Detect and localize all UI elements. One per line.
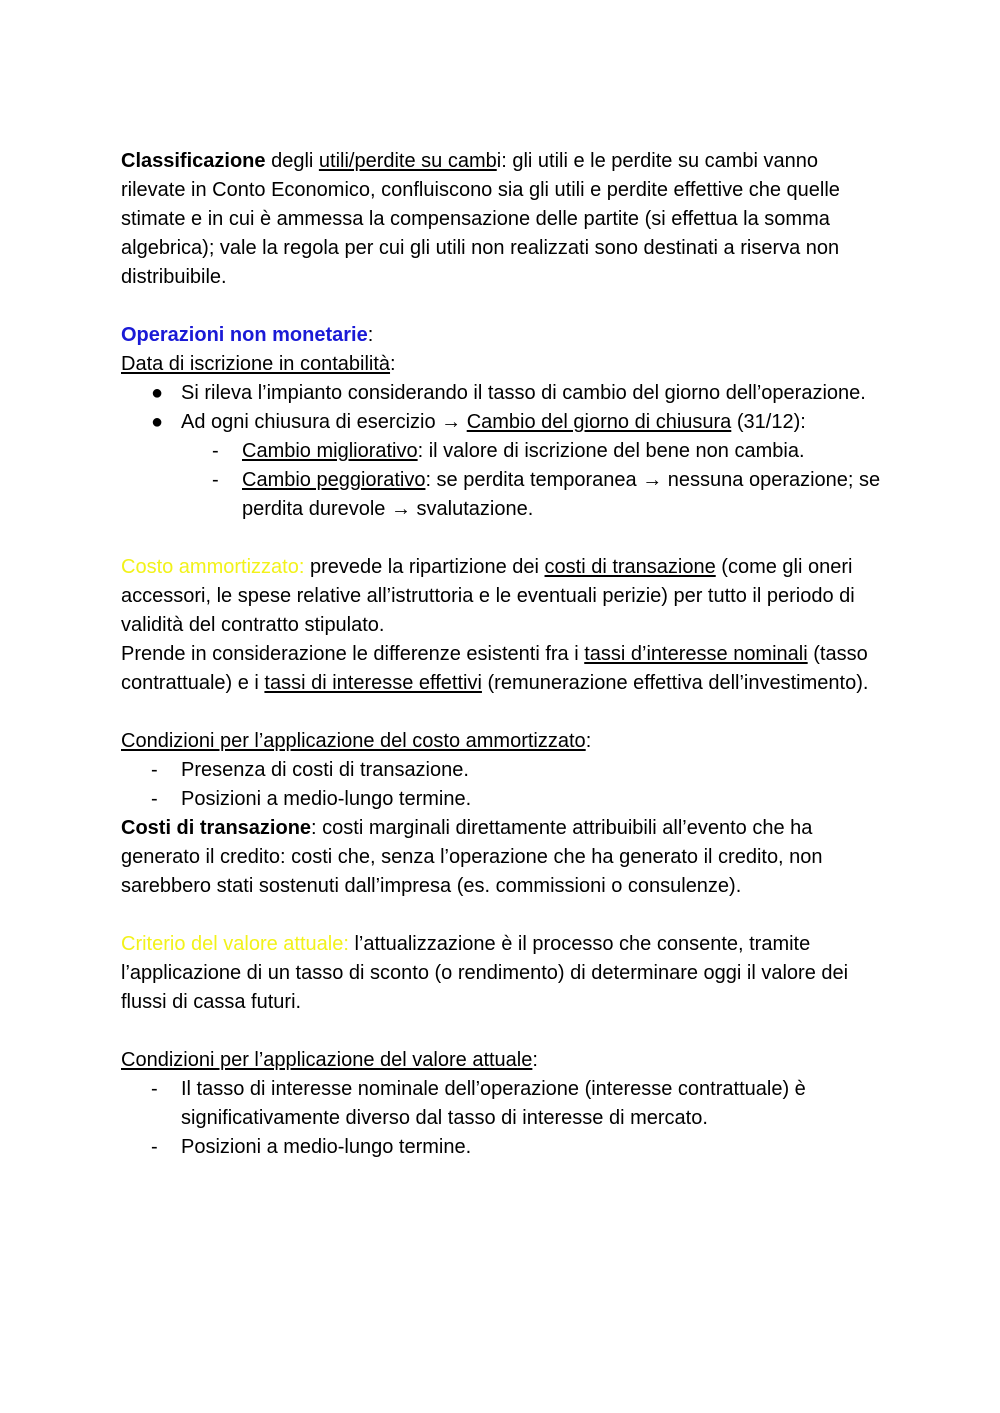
dash-icon: - (151, 759, 158, 781)
bullet-icon: ● (151, 382, 164, 404)
list-item (121, 785, 881, 814)
list-item (121, 437, 881, 466)
dash-list (121, 756, 881, 814)
text: : il valore di iscrizione del bene non cambia. (417, 440, 805, 462)
underlined-subheading: Data di iscrizione in contabilità (121, 353, 391, 375)
document-page (121, 147, 881, 1162)
list-item (121, 379, 881, 408)
text: Prende in considerazione le differenze esistenti fra i (121, 643, 585, 665)
paragraph-tassi (121, 640, 881, 698)
paragraph-costi-transazione (121, 814, 881, 901)
underlined-term: tassi di interesse effettivi (264, 672, 482, 694)
term-classificazione: Classificazione (121, 150, 266, 172)
heading-operazioni-non-monetarie (121, 321, 881, 350)
text: (come gli oneri accessori, le spese relative all’istruttoria e le eventuali perizie) per tutto il periodo di validità del contratto stipulato. (121, 556, 855, 636)
spacer (121, 524, 881, 553)
text: : (367, 324, 374, 346)
dash-icon: - (151, 788, 158, 810)
underlined-term: costi di transazione (544, 556, 716, 578)
underlined-subheading: Condizioni per l’applicazione del costo ammortizzato (121, 730, 586, 752)
spacer (121, 292, 881, 321)
underlined-term: Cambio peggiorativo (242, 469, 426, 491)
spacer (121, 698, 881, 727)
dash-icon: - (151, 1078, 158, 1100)
text: Posizioni a medio-lungo termine. (181, 788, 472, 810)
subheading-condizioni-valore (121, 1046, 881, 1075)
text: i: gli utili e le perdite su cambi vanno rilevate in Conto Economico, confluiscono sia gli utili e perdite effettive che quelle stimate e in cui è ammessa la compensazione delle partite (si effettua la somma algebrica); vale la regola per cui gli utili non realizzati sono destinati a riserva non distribuibile. (121, 150, 840, 288)
subheading-condizioni-costo (121, 727, 881, 756)
text: Il tasso di interesse nominale dell’operazione (interesse contrattuale) è significativamente diverso dal tasso di interesse di mercato. (181, 1078, 806, 1129)
paragraph-classificazione (121, 147, 881, 292)
underlined-term: Cambio migliorativo (242, 440, 418, 462)
text: Presenza di costi di transazione. (181, 759, 469, 781)
text: (31/12): (731, 411, 806, 433)
subheading-data-iscrizione (121, 350, 881, 379)
underlined-term: tassi d’interesse nominali (584, 643, 808, 665)
blue-heading: Operazioni non monetarie (121, 324, 368, 346)
dash-icon: - (212, 469, 219, 491)
bullet-list (121, 379, 881, 437)
spacer (121, 1017, 881, 1046)
text: (tasso contrattuale) e i (121, 643, 868, 694)
yellow-heading: Costo ammortizzato: (121, 556, 305, 578)
sub-list (121, 437, 881, 524)
text: l’attualizzazione è il processo che consente, tramite l’applicazione di un tasso di sconto (o rendimento) di determinare oggi il valore dei flussi di cassa futuri. (121, 933, 849, 1013)
underlined-subheading: Condizioni per l’applicazione del valore attuale (121, 1049, 533, 1071)
paragraph-valore-attuale (121, 930, 881, 1017)
text: : (390, 353, 396, 375)
list-item (121, 1075, 881, 1133)
text: : (532, 1049, 538, 1071)
bold-term: Costi di transazione (121, 817, 312, 839)
text: prevede la ripartizione dei (304, 556, 545, 578)
underlined-term: Cambio del giorno di chiusura (466, 411, 732, 433)
dash-icon: - (212, 440, 219, 462)
spacer (121, 901, 881, 930)
dash-list (121, 1075, 881, 1162)
paragraph-costo-ammortizzato (121, 553, 881, 640)
list-item (121, 466, 881, 524)
list-item (121, 756, 881, 785)
text: : (585, 730, 592, 752)
text: Ad ogni chiusura di esercizio → (181, 411, 467, 433)
text: : costi marginali direttamente attribuibili all’evento che ha generato il credito: costi che, senza l’operazione che ha generato il credito, non sarebbero stati sostenuti dall’impresa (es. commissioni o consulenze). (121, 817, 823, 897)
yellow-heading: Criterio del valore attuale: (121, 933, 349, 955)
text: Posizioni a medio-lungo termine. (181, 1136, 472, 1158)
text: : se perdita temporanea → nessuna operazione; se perdita durevole → svalutazione. (242, 469, 881, 520)
underlined-term: utili/perdite su camb (318, 150, 497, 172)
list-item (121, 408, 881, 437)
text: degli (265, 150, 319, 172)
text: Si rileva l’impianto considerando il tasso di cambio del giorno dell’operazione. (181, 382, 866, 404)
dash-icon: - (151, 1136, 158, 1158)
list-item (121, 1133, 881, 1162)
text: (remunerazione effettiva dell’investimento). (481, 672, 869, 694)
bullet-icon: ● (151, 411, 164, 433)
